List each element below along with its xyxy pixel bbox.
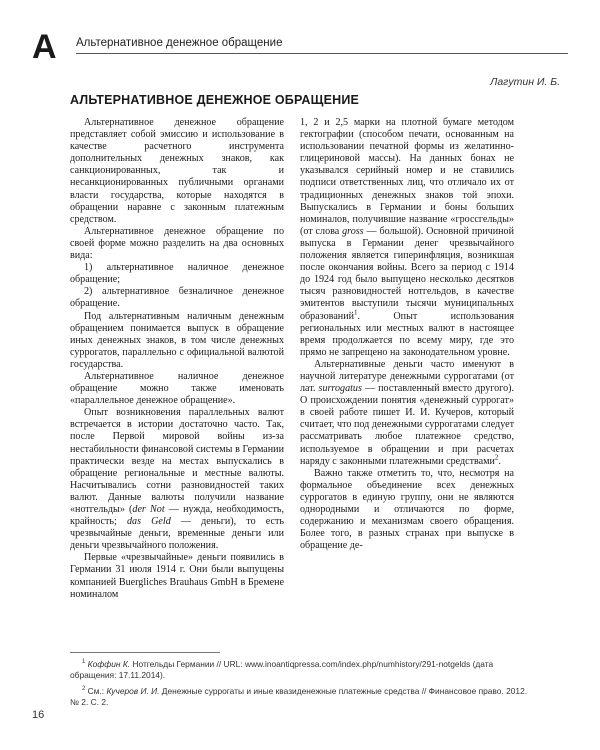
italic-term: gross <box>342 225 364 237</box>
footnote-author: Коффин К. <box>87 659 131 669</box>
text-run: . Опыт использования региональных или местных валют в настоящее время продолжается по всему миру, где это прямо не запрещено на законодательном уровне. <box>300 310 514 358</box>
italic-term: surrogatus <box>318 383 362 395</box>
text-run: . <box>498 455 501 467</box>
italic-term: der Not <box>132 504 165 515</box>
footnote-number: 1 <box>82 659 86 666</box>
header-rule <box>76 53 568 54</box>
paragraph: Альтернативное денежное обращение по своей форме можно разделить на два основных вида: <box>70 225 284 262</box>
footnotes <box>70 652 530 713</box>
page-number: 16 <box>32 709 45 721</box>
footnote-rule <box>70 652 220 653</box>
right-column <box>300 117 514 552</box>
paragraph: Первые «чрезвычайные» деньги появились в Германии 31 июля 1914 г. Они были выпущены компанией Buergliches Brauhaus GmbH в Бремене номиналом <box>70 552 284 600</box>
text-run: 1, 2 и 2,5 марки на плотной бумаге методом гектографии (способом печати, основанным на использовании печатной формы из желатинно-глицериновой массы). На данных бонах не указывался серийный номер и не ставились подписи ответственных лиц, что отличало их от традиционных денежных знаков той эпохи. Выпускались в Германии и боны больших номиналов, получившие название «гроссгельды» (от слова <box>300 117 514 237</box>
paragraph <box>300 359 514 468</box>
footnote-text: Нотгельды Германии // URL: www.inoantiqpressa.com/index.php/numhistory/291-notgelds (дата обращения: 17.11.2014). <box>70 659 494 680</box>
footnote-text: Денежные суррогаты и иные квазиденежные платежные средства // Финансовое право. 2012. № 2. С. 2. <box>70 686 528 707</box>
page-header <box>32 30 568 64</box>
text-run: Опыт возникновения параллельных валют встречается в истории достаточно часто. Так, после Первой мировой войны из-за нестабильности финансовой системы в Германии практически везде на местах выпускались в обращение региональные и местные валюты. Насчитывались сотни разновидностей таких валют. Данные валюты получили название «нотгельды» ( <box>70 407 284 515</box>
paragraph: 2) альтернативное безналичное денежное обращение. <box>70 286 284 310</box>
section-letter: А <box>32 28 57 66</box>
paragraph: Важно также отметить то, что, несмотря на формальное объединение всех денежных суррогатов в единую группу, они не являются однородными и отличаются по форме, содержанию и механизмам своего обращения. Более того, в разных странах при выпуске в обращение де- <box>300 467 514 552</box>
paragraph: 1) альтернативное наличное денежное обращение; <box>70 262 284 286</box>
paragraph: Альтернативное наличное денежное обращение можно также именовать «параллельное денежное обращение». <box>70 370 284 407</box>
footnote-ref[interactable]: 2 <box>494 453 499 462</box>
running-head: Альтернативное денежное обращение <box>76 37 283 49</box>
footnote-ref[interactable]: 1 <box>354 308 358 317</box>
footnote <box>70 659 530 681</box>
article-author: Лагутин И. Б. <box>490 76 560 88</box>
article-title: АЛЬТЕРНАТИВНОЕ ДЕНЕЖНОЕ ОБРАЩЕНИЕ <box>70 93 360 107</box>
left-column <box>70 117 284 601</box>
paragraph: Альтернативное денежное обращение представляет собой эмиссию и использование в качестве расчетного инструмента дополнительных денежных знаков, как санкционированных, так и несанкционированных публичными органами власти государства, которые находятся в обращении наравне с законным платежным средством. <box>70 117 284 225</box>
text-run: — большой). Основной причиной выпуска в Германии денег чрезвычайного положения является гиперинфляция, возникшая после окончания войны. Всего за период с 1914 до 1924 год было выпущено несколько десятков тысяч разновидностей нотгельдов, в качестве эмитентов выступили тысячи муниципальных образований <box>300 225 514 322</box>
italic-term: das Geld <box>126 516 171 528</box>
text-run: — нужда, необходимость, крайность; <box>70 504 285 528</box>
footnote-author: Кучеров И. И. <box>106 686 160 696</box>
footnote <box>70 686 530 708</box>
text-run: — деньги), то есть чрезвычайные деньги, временные деньги или деньги чрезвычайного положения. <box>70 516 284 552</box>
footnote-number: 2 <box>82 686 86 693</box>
paragraph <box>70 407 284 552</box>
paragraph <box>300 117 514 359</box>
text-run: Альтернативные деньги часто именуют в научной литературе денежными суррогатами (от лат. <box>300 358 514 395</box>
footnote-prefix: См.: <box>85 686 107 696</box>
text-run: — поставленный вместо другого). О происхождении понятия «денежный суррогат» в своей работе пишет И. И. Кучеров, который считает, что под денежными суррогатами следует рассматривать любое платежное средство, используемое в обращении и при расчетах наряду с законными платежными средствами <box>300 383 514 467</box>
paragraph: Под альтернативным наличным денежным обращением понимается выпуск в обращение иных денежных знаков, в том числе денежных суррогатов, параллельно с официальной валютой государства. <box>70 310 284 370</box>
